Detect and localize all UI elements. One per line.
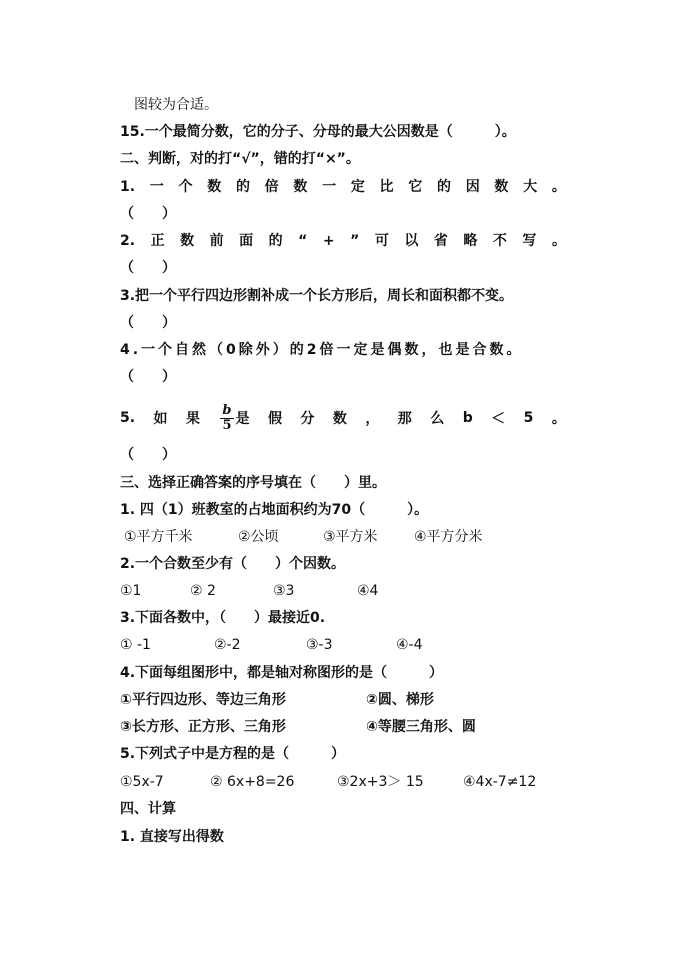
question-15: 15.一个最简分数，它的分子、分母的最大公因数是（ ）。 (120, 124, 516, 140)
choice-1-option-4: ④平方分米 (414, 529, 483, 545)
choice-2-option-3: ③3 (273, 583, 295, 599)
section-4-item-1: 1. 直接写出得数 (120, 829, 224, 845)
section-4-heading: 四、计算 (120, 801, 176, 817)
choice-2-option-4: ④4 (357, 583, 379, 599)
choice-2-option-2: ② 2 (190, 583, 216, 599)
text-line: 图较为合适。 (134, 97, 218, 113)
choice-5-option-2: ② 6x+8=26 (210, 774, 295, 790)
choice-3-option-4: ④-4 (396, 637, 423, 653)
answer-paren: （ ） (120, 315, 176, 331)
choice-1-option-3: ③平方米 (323, 529, 378, 545)
choice-3-option-2: ②-2 (214, 637, 241, 653)
choice-2: 2.一个合数至少有（ ）个因数。 (120, 556, 346, 572)
answer-paren: （ ） (120, 260, 176, 276)
choice-5-option-3: ③2x+3＞ 15 (337, 774, 424, 790)
choice-1-option-2: ②公顷 (238, 529, 279, 545)
section-2-heading: 二、判断，对的打“√”，错的打“×”。 (120, 151, 360, 167)
choice-1-option-1: ①平方千米 (124, 529, 193, 545)
judgment-3: 3.把一个平行四边形割补成一个长方形后，周长和面积都不变。 (120, 288, 514, 304)
judgment-4: 4.一个自然（0除外）的2倍一定是偶数，也是合数。 (120, 342, 524, 358)
judgment-1: 1. 一 个 数 的 倍 数 一 定 比 它 的 因 数 大 。 (120, 179, 566, 195)
choice-1: 1. 四（1）班教室的占地面积约为70（ ）。 (120, 502, 429, 518)
choice-5: 5.下列式子中是方程的是（ ） (120, 746, 346, 762)
choice-3: 3.下面各数中，（ ）最接近0. (120, 610, 326, 626)
choice-4-option-1: ①平行四边形、等边三角形 (120, 692, 286, 708)
answer-paren: （ ） (120, 369, 176, 385)
choice-4: 4.下面每组图形中，都是轴对称图形的是（ ） (120, 665, 444, 681)
answer-paren: （ ） (120, 447, 176, 463)
choice-5-option-4: ④4x-7≠12 (463, 774, 537, 790)
choice-4-option-4: ④等腰三角形、圆 (366, 719, 476, 735)
fraction-b-over-5: $\frac{b}{5}$ (222, 402, 232, 433)
choice-4-option-3: ③长方形、正方形、三角形 (120, 719, 286, 735)
judgment-5: 5. 如 果 $\frac{b}{5}$ 是 假 分 数 ， 那 么 b ＜ 5 。 (120, 402, 566, 433)
choice-2-option-1: ①1 (120, 583, 142, 599)
choice-3-option-3: ③-3 (306, 637, 333, 653)
choice-5-option-1: ①5x-7 (120, 774, 164, 790)
answer-paren: （ ） (120, 206, 176, 222)
section-3-heading: 三、选择正确答案的序号填在（ ）里。 (120, 475, 386, 491)
judgment-2: 2. 正 数 前 面 的 “ + ” 可 以 省 略 不 写 。 (120, 233, 566, 249)
choice-3-option-1: ① -1 (120, 637, 151, 653)
choice-4-option-2: ②圆、梯形 (366, 692, 434, 708)
